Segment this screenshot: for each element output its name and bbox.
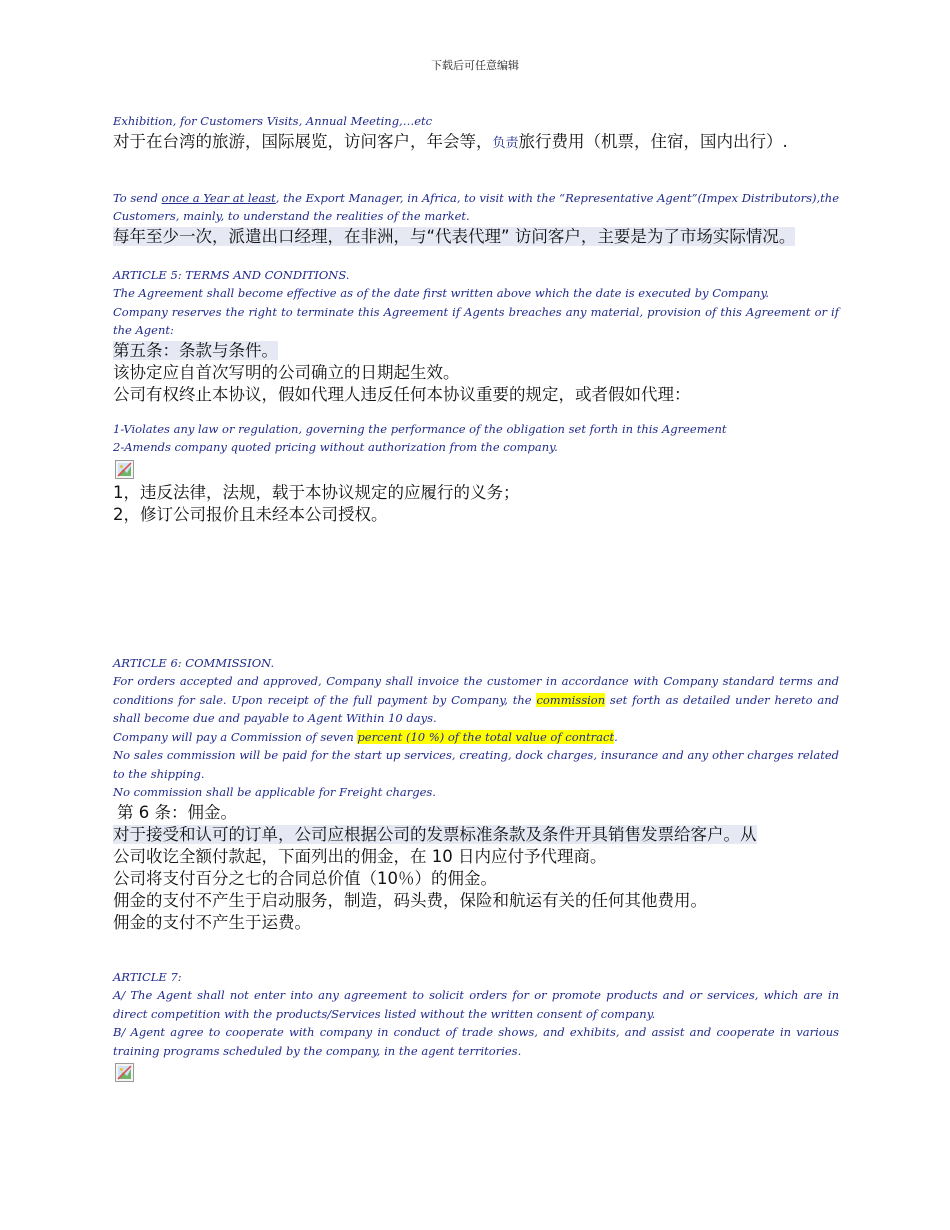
article-5-zh-item-1: 1，违反法律，法规，载于本协议规定的应履行的义务； — [113, 482, 520, 502]
article-6-zh-para-4: 佣金的支付不产生于启动服务，制造，码头费，保险和航运有关的任何其他费用。 — [113, 890, 707, 910]
article-6-zh-para-2: 公司收讫全额付款起，下面列出的佣金，在 10 日内应付予代理商。 — [113, 846, 607, 866]
article-5-title: ARTICLE 5: TERMS AND CONDITIONS. — [113, 267, 350, 282]
article-6-zh-para-1: 对于接受和认可的订单，公司应根据公司的发票标准条款及条件开具销售发票给客户。从 — [113, 824, 757, 844]
article-6-para-1: For orders accepted and approved, Company shall invoice the customer in accordance with Company standard terms and conditions for sale. Upon receipt of the full payment by Company, the commission set forth as detailed under hereto and shall become due and payable to Agent Within 10 days. — [113, 674, 839, 725]
article-7-para-a: A/ The Agent shall not enter into any agreement to solicit orders for or promote products and or services, which are in direct competition with the products/Services listed without the written consent of company. — [113, 988, 839, 1021]
article-5-para-1: The Agreement shall become effective as of the date first written above which the date is executed by Company. — [113, 286, 770, 300]
article-5-item-2: 2-Amends company quoted pricing without authorization from the company. — [113, 440, 558, 454]
article-6-zh-para-5: 佣金的支付不产生于运费。 — [113, 912, 311, 932]
article-6-zh-para-3: 公司将支付百分之七的合同总价值（10％）的佣金。 — [113, 868, 497, 888]
article-7-para-b: B/ Agent agree to cooperate with company in conduct of trade shows, and exhibits, and assist and cooperate in various training programs scheduled by the company, in the agent territories. — [113, 1025, 839, 1058]
article-5-zh-para-2: 公司有权终止本协议，假如代理人违反任何本协议重要的规定，或者假如代理： — [113, 384, 691, 404]
article-5-para-2: Company reserves the right to terminate this Agreement if Agents breaches any material, provision of this Agreement or if the Agent: — [113, 304, 839, 337]
document-body — [113, 112, 839, 1085]
article-6-para-2: Company will pay a Commission of seven percent (10 %) of the total value of contract. — [113, 729, 618, 744]
page-header: 下载后可任意编辑 — [431, 59, 519, 72]
travel-expense-zh: 对于在台湾的旅游，国际展览，访问客户，年会等，负责旅行费用（机票，住宿，国内出行）. — [113, 131, 788, 151]
exhibition-line: Exhibition, for Customers Visits, Annual Meeting,…etc — [113, 114, 433, 128]
export-manager-visit-zh: 每年至少一次，派遣出口经理，在非洲，与“代表代理” 访问客户，主要是为了市场实际情况。 — [113, 226, 796, 246]
article-6-para-3: No sales commission will be paid for the start up services, creating, dock charges, insurance and any other charges related to the shipping. — [113, 748, 839, 781]
article-7-title: ARTICLE 7: — [113, 969, 182, 984]
article-5-item-1: 1-Violates any law or regulation, governing the performance of the obligation set forth in this Agreement — [113, 421, 727, 436]
article-5-zh-item-2: 2，修订公司报价且未经本公司授权。 — [113, 504, 388, 524]
article-6-title: ARTICLE 6: COMMISSION. — [113, 655, 275, 670]
article-5-zh-para-1: 该协定应自首次写明的公司确立的日期起生效。 — [113, 362, 460, 382]
article-6-para-4: No commission shall be applicable for Freight charges. — [113, 785, 436, 799]
article-6-zh-title: 第 6 条：佣金。 — [117, 802, 237, 822]
article-5-zh-title: 第五条：条款与条件。 — [113, 340, 278, 360]
broken-image-icon — [115, 460, 134, 479]
broken-image-icon — [115, 1063, 134, 1082]
export-manager-visit-en: To send once a Year at least, the Export Manager, in Africa, to visit with the “Representative Agent”(Impex Distributors),the Customers, mainly, to understand the realities of the market. — [113, 190, 839, 223]
